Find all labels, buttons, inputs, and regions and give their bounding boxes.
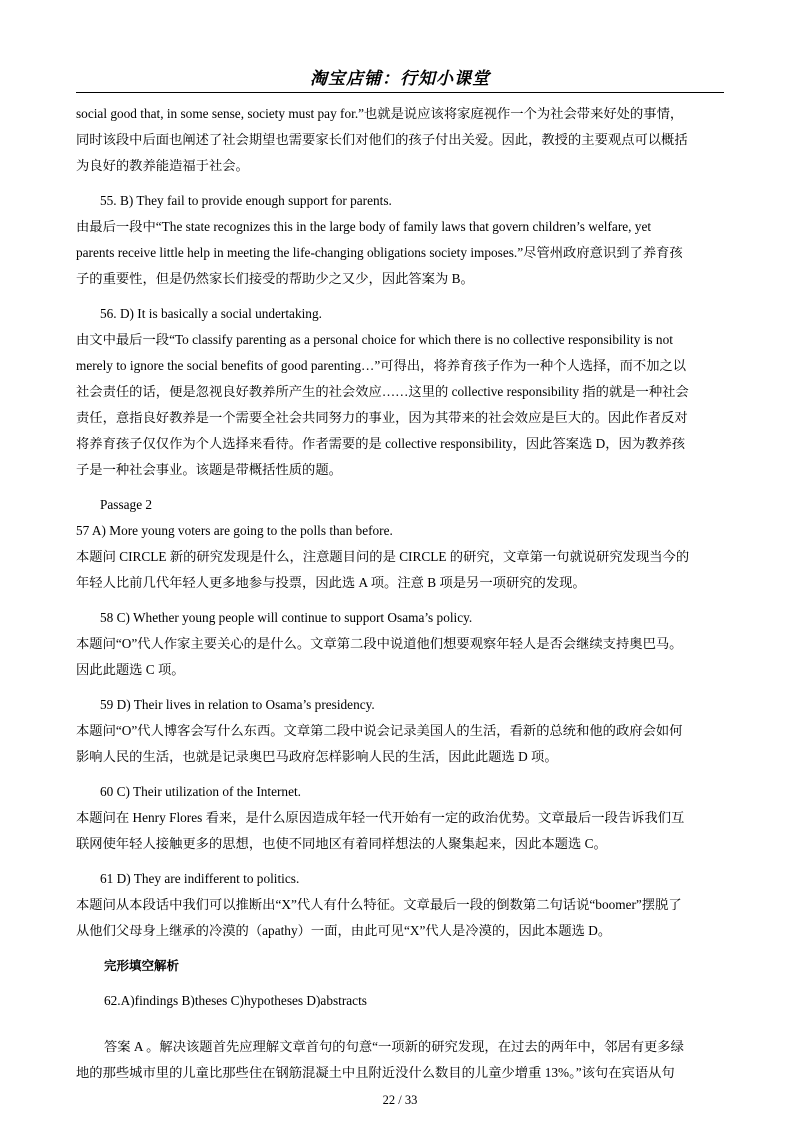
answer-58: 58 C) Whether young people will continue to support Osama’s policy. xyxy=(100,610,473,625)
text-line: 本题问“O”代人博客会写什么东西。文章第二段中说会记录美国人的生活，看新的总统和他的政府会如何 xyxy=(76,723,683,738)
text-line: 同时该段中后面也阐述了社会期望也需要家长们对他们的孩子付出关爱。因此，教授的主要观点可以概括 xyxy=(76,132,688,147)
text-line: 联网使年轻人接触更多的思想，也使不同地区有着同样想法的人聚集起来，因此本题选 C。 xyxy=(76,836,607,851)
page-number: 22 / 33 xyxy=(382,1093,418,1107)
text-line: 年轻人比前几代年轻人更多地参与投票，因此选 A 项。注意 B 项是另一项研究的发现。 xyxy=(76,575,586,590)
text-line: 子的重要性，但是仍然家长们接受的帮助少之又少，因此答案为 B。 xyxy=(76,271,474,286)
text-line: 本题问“O”代人作家主要关心的是什么。文章第二段中说道他们想要观察年轻人是否会继续支持奥巴马。 xyxy=(76,636,683,651)
text-line: 本题问在 Henry Flores 看来，是什么原因造成年轻一代开始有一定的政治优势。文章最后一段告诉我们互 xyxy=(76,810,685,825)
text-line: social good that, in some sense, society must pay for.”也就是说应该将家庭视作一个为社会带来好处的事情， xyxy=(76,106,684,121)
answer-61: 61 D) They are indifferent to politics. xyxy=(100,871,300,886)
text-line: 由文中最后一段“To classify parenting as a personal choice for which there is no collective responsibility is not xyxy=(76,332,673,347)
text-line: parents receive little help in meeting the life-changing obligations society imposes.”尽管州政府意识到了养育孩 xyxy=(76,245,683,260)
answer-56: 56. D) It is basically a social undertaking. xyxy=(100,306,322,321)
text-line: 因此此题选 C 项。 xyxy=(76,662,185,677)
question-62: 62.A)findings B)theses C)hypotheses D)abstracts xyxy=(104,993,367,1008)
text-line: 社会责任的话，便是忽视良好教养所产生的社会效应……这里的 collective responsibility 指的就是一种社会 xyxy=(76,384,689,399)
text-line: 由最后一段中“The state recognizes this in the large body of family laws that govern children’s welfare, yet xyxy=(76,219,652,234)
text-line: 本题问 CIRCLE 新的研究发现是什么，注意题目问的是 CIRCLE 的研究，文章第一句就说研究发现当今的 xyxy=(76,549,690,564)
text-line: 责任，意指良好教养是一个需要全社会共同努力的事业，因为其带来的社会效应是巨大的。因此作者反对 xyxy=(76,410,688,425)
section-heading: 完形填空解析 xyxy=(104,958,180,973)
page-header-title: 淘宝店铺：行知小课堂 xyxy=(310,69,490,89)
answer-60: 60 C) Their utilization of the Internet. xyxy=(100,784,301,799)
answer-59: 59 D) Their lives in relation to Osama’s presidency. xyxy=(100,697,375,712)
text-line: 地的那些城市里的儿童比那些住在钢筋混凝土中且附近没什么数目的儿童少增重 13%。”该句在宾语从句 xyxy=(76,1065,675,1080)
answer-62-line: 答案 A 。解决该题首先应理解文章首句的句意“一项新的研究发现，在过去的两年中，邻居有更多绿 xyxy=(104,1039,684,1054)
text-line: 本题问从本段话中我们可以推断出“X”代人有什么特征。文章最后一段的倒数第二句话说“boomer”摆脱了 xyxy=(76,897,682,912)
header-divider xyxy=(76,92,724,93)
text-line: 影响人民的生活，也就是记录奥巴马政府怎样影响人民的生活，因此此题选 D 项。 xyxy=(76,749,558,764)
text-line: merely to ignore the social benefits of good parenting…”可得出，将养育孩子作为一种个人选择，而不加之以 xyxy=(76,358,687,373)
text-line: 为良好的教养能造福于社会。 xyxy=(76,158,249,173)
answer-57: 57 A) More young voters are going to the polls than before. xyxy=(76,523,393,538)
document-body xyxy=(76,101,724,1086)
text-line: 子是一种社会事业。该题是带概括性质的题。 xyxy=(76,462,342,477)
passage-heading: Passage 2 xyxy=(100,497,153,512)
text-line: 将养育孩子仅仅作为个人选择来看待。作者需要的是 collective responsibility，因此答案选 D，因为教养孩 xyxy=(76,436,686,451)
text-line: 从他们父母身上继承的冷漠的（apathy）一面，由此可见“X”代人是冷漠的，因此本题选 D。 xyxy=(76,923,612,938)
answer-55: 55. B) They fail to provide enough support for parents. xyxy=(100,193,392,208)
